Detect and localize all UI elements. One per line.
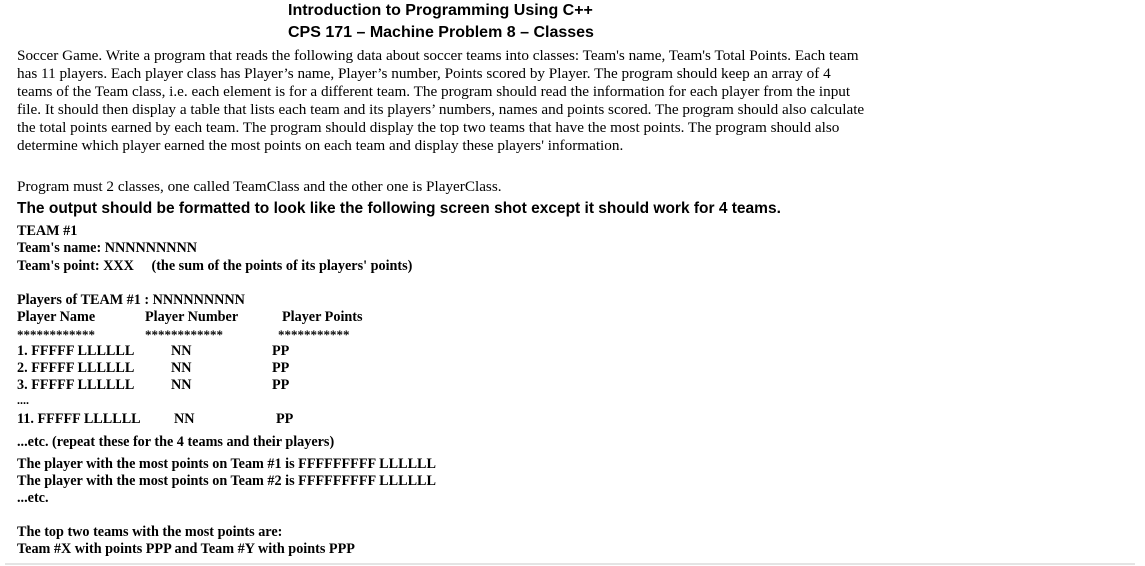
class-requirement: Program must 2 classes, one called TeamClass and the other one is PlayerClass. xyxy=(17,178,502,195)
most-points-line: The player with the most points on Team #2 is FFFFFFFFF LLLLLL xyxy=(17,473,436,489)
team-heading: TEAM #1 xyxy=(17,223,78,239)
column-header-number: Player Number xyxy=(145,309,239,325)
team-point-label: Team's point: XXX xyxy=(17,258,134,274)
player-name: 2. FFFFF LLLLLL xyxy=(17,360,135,376)
problem-description: Soccer Game. Write a program that reads the following data about soccer teams into classes: Team's name, Team's Total Points. Each team has 11 players. Each player class has Player’s name, Player’s number, Points scored by Player. The program should keep an array of 4 teams of the Team class, i.e. each element is for a different team. The program should read the information for each player from the input file. It should then display a table that lists each team and its players’ numbers, names and points scored. The program should also calculate the total points earned by each team. The program should display the top two teams that have the most points. The program should also determine which player earned the most points on each team and display these players' information. xyxy=(17,47,865,154)
column-rule-points: *********** xyxy=(278,327,350,342)
player-points: PP xyxy=(272,377,290,393)
document-title: Introduction to Programming Using C++ xyxy=(288,2,593,19)
player-number: NN xyxy=(171,360,192,376)
players-heading: Players of TEAM #1 : NNNNNNNNN xyxy=(17,292,245,308)
team-name-line: Team's name: NNNNNNNNN xyxy=(17,240,197,256)
column-header-points: Player Points xyxy=(282,309,363,325)
column-rule-number: ************ xyxy=(145,327,223,342)
document-subtitle: CPS 171 – Machine Problem 8 – Classes xyxy=(288,24,594,41)
player-points: PP xyxy=(272,343,290,359)
player-name: 3. FFFFF LLLLLL xyxy=(17,377,135,393)
most-points-etc: ...etc. xyxy=(17,490,49,506)
team-point-note: (the sum of the points of its players' points) xyxy=(151,258,413,274)
most-points-line: The player with the most points on Team #1 is FFFFFFFFF LLLLLL xyxy=(17,456,436,472)
player-name: 1. FFFFF LLLLLL xyxy=(17,343,135,359)
team-point-line xyxy=(17,258,412,275)
bottom-divider xyxy=(5,563,1135,565)
player-number: NN xyxy=(174,411,195,427)
column-header-name: Player Name xyxy=(17,309,96,325)
etc-teams-note: ...etc. (repeat these for the 4 teams and their players) xyxy=(17,434,335,450)
column-rule-name: ************ xyxy=(17,327,95,342)
row-ellipsis: .... xyxy=(17,393,29,407)
top-two-heading: The top two teams with the most points are: xyxy=(17,524,283,540)
player-points: PP xyxy=(272,360,290,376)
format-note: The output should be formatted to look like the following screen shot except it should work for 4 teams. xyxy=(17,200,781,217)
player-number: NN xyxy=(171,343,192,359)
player-name: 11. FFFFF LLLLLL xyxy=(17,411,141,427)
player-number: NN xyxy=(171,377,192,393)
top-two-line: Team #X with points PPP and Team #Y with points PPP xyxy=(17,541,355,557)
player-points: PP xyxy=(276,411,294,427)
